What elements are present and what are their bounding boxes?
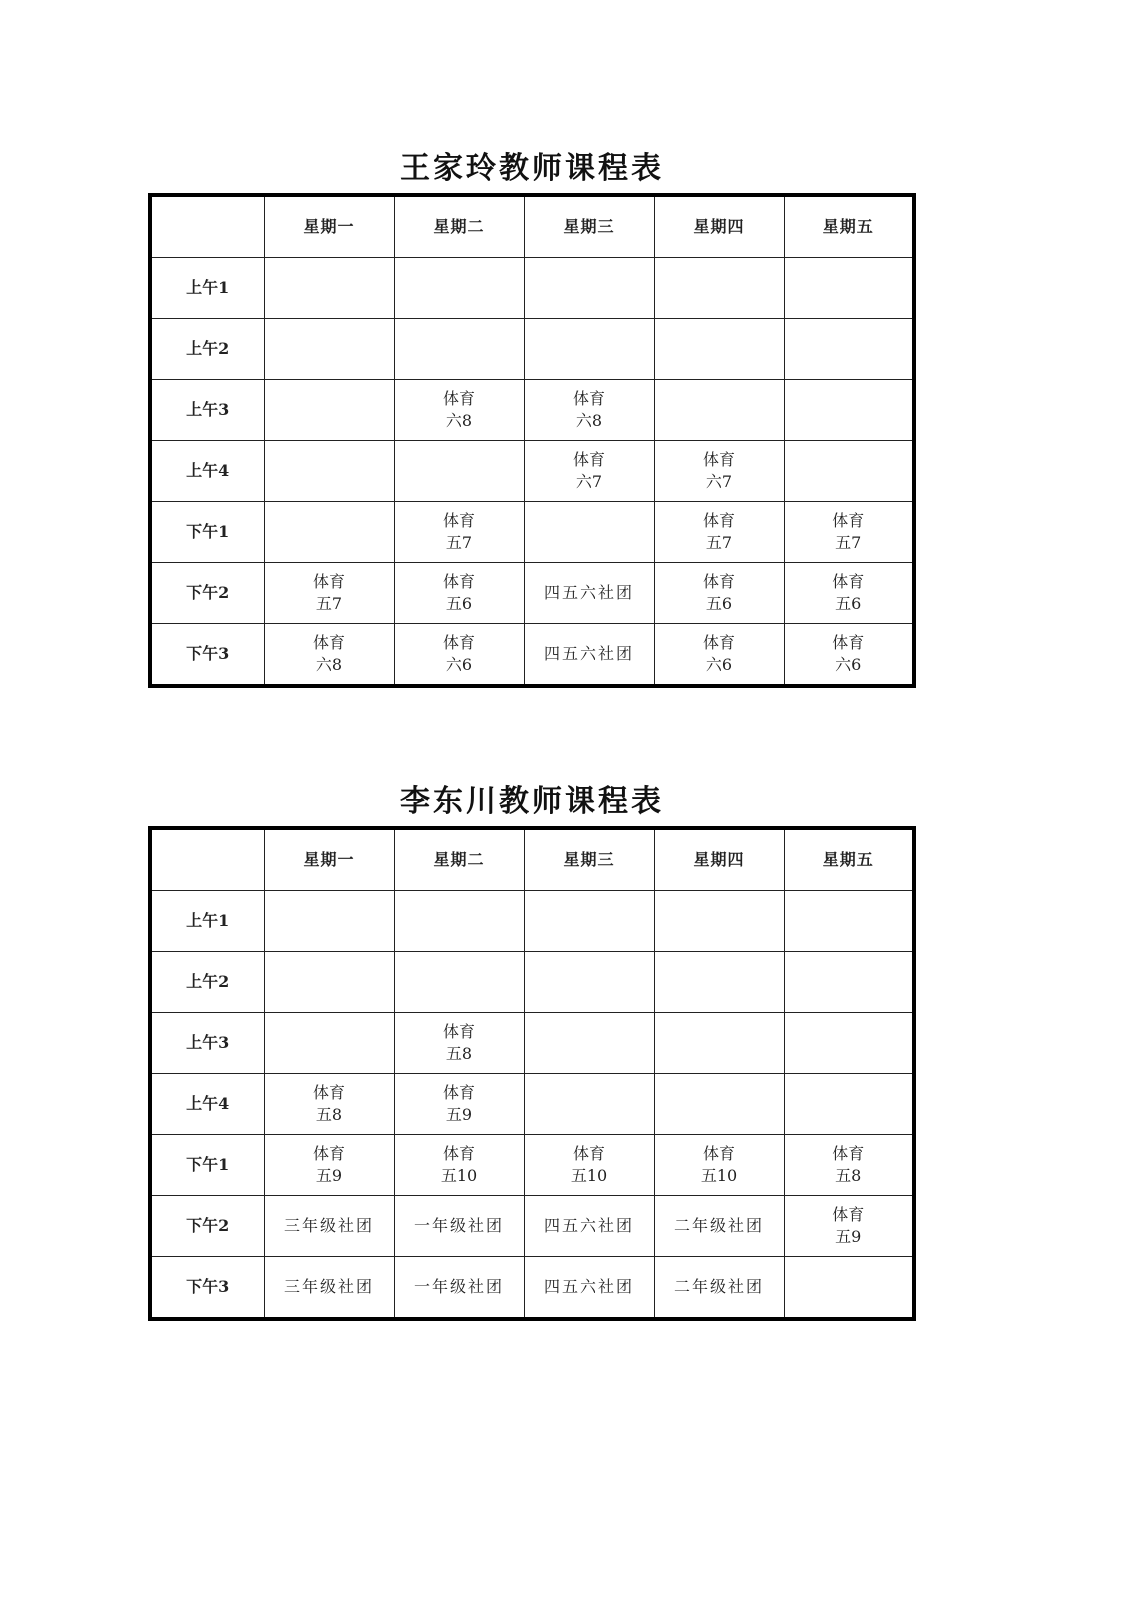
period-label: 下午2 [150, 1196, 264, 1257]
class-cell [394, 258, 524, 319]
class-cell [654, 891, 784, 952]
schedule-li-dongchuan [148, 778, 916, 1321]
subject-label: 体育 [312, 1144, 345, 1163]
class-cell [524, 624, 654, 687]
class-cell [784, 891, 914, 952]
class-cell [264, 1257, 394, 1320]
period-row [150, 952, 914, 1013]
day-header-fri: 星期五 [784, 195, 914, 258]
period-label: 上午1 [150, 891, 264, 952]
club-label: 二年级社团 [673, 1277, 764, 1296]
class-group-label: 五10 [570, 1166, 608, 1185]
class-cell [264, 1196, 394, 1257]
class-cell [784, 319, 914, 380]
class-group-label: 六6 [445, 655, 473, 674]
class-cell [654, 380, 784, 441]
subject-label: 体育 [442, 511, 475, 530]
class-cell [654, 1013, 784, 1074]
class-group-label: 五7 [445, 533, 473, 552]
class-cell [784, 1257, 914, 1320]
class-cell [264, 952, 394, 1013]
timetable-body [150, 891, 914, 1320]
day-header-wed: 星期三 [524, 828, 654, 891]
class-cell [264, 319, 394, 380]
class-cell [394, 891, 524, 952]
schedule-title: 王家玲教师课程表 [400, 151, 664, 186]
class-cell [264, 441, 394, 502]
period-label: 下午3 [150, 624, 264, 687]
class-cell [654, 1257, 784, 1320]
class-group-label: 五8 [835, 1166, 862, 1185]
class-group-label: 六7 [705, 472, 733, 491]
timetable [148, 193, 916, 688]
day-header-fri: 星期五 [784, 828, 914, 891]
timetable-body [150, 258, 914, 687]
period-row [150, 1074, 914, 1135]
period-label: 下午1 [150, 502, 264, 563]
class-cell [524, 258, 654, 319]
subject-label: 体育 [442, 1022, 475, 1041]
class-group-label: 五6 [835, 594, 862, 613]
class-cell [524, 1074, 654, 1135]
class-cell [394, 1135, 524, 1196]
period-row [150, 380, 914, 441]
period-label: 下午1 [150, 1135, 264, 1196]
corner-cell [150, 195, 264, 258]
class-group-label: 五7 [315, 594, 343, 613]
schedule-title: 李东川教师课程表 [400, 784, 664, 819]
subject-label: 体育 [832, 1205, 865, 1224]
period-label: 上午1 [150, 258, 264, 319]
class-cell [654, 952, 784, 1013]
period-label: 上午3 [150, 1013, 264, 1074]
class-group-label: 五6 [705, 594, 733, 613]
subject-label: 体育 [702, 633, 735, 652]
class-cell [654, 319, 784, 380]
class-cell [784, 1013, 914, 1074]
subject-label: 体育 [702, 1144, 735, 1163]
class-cell [264, 1074, 394, 1135]
class-cell [264, 563, 394, 624]
class-group-label: 六6 [705, 655, 733, 674]
subject-label: 体育 [702, 450, 735, 469]
schedule-wang-jialing [148, 145, 916, 688]
class-cell [784, 441, 914, 502]
class-cell [264, 1013, 394, 1074]
class-cell [264, 891, 394, 952]
day-header-mon: 星期一 [264, 195, 394, 258]
timetable [148, 826, 916, 1321]
class-cell [654, 624, 784, 687]
subject-label: 体育 [832, 511, 865, 530]
subject-label: 体育 [572, 450, 605, 469]
class-group-label: 五7 [705, 533, 733, 552]
period-row [150, 441, 914, 502]
class-cell [394, 319, 524, 380]
period-label: 上午4 [150, 441, 264, 502]
class-cell [654, 441, 784, 502]
header-row [150, 195, 914, 258]
period-label: 上午3 [150, 380, 264, 441]
club-label: 一年级社团 [413, 1216, 504, 1235]
day-header-wed: 星期三 [524, 195, 654, 258]
class-cell [654, 258, 784, 319]
class-cell [784, 563, 914, 624]
class-cell [394, 1074, 524, 1135]
class-cell [394, 1196, 524, 1257]
class-group-label: 五9 [835, 1227, 862, 1246]
subject-label: 体育 [702, 572, 735, 591]
period-label: 下午3 [150, 1257, 264, 1320]
class-cell [394, 624, 524, 687]
day-header-tue: 星期二 [394, 828, 524, 891]
class-group-label: 五6 [445, 594, 473, 613]
class-cell [524, 1135, 654, 1196]
class-cell [524, 891, 654, 952]
subject-label: 体育 [312, 572, 345, 591]
class-group-label: 五7 [835, 533, 862, 552]
period-row [150, 1257, 914, 1320]
class-cell [394, 502, 524, 563]
class-cell [784, 1135, 914, 1196]
period-row [150, 258, 914, 319]
period-row [150, 563, 914, 624]
class-cell [654, 563, 784, 624]
period-row [150, 502, 914, 563]
period-label: 上午4 [150, 1074, 264, 1135]
period-label: 上午2 [150, 319, 264, 380]
subject-label: 体育 [442, 1144, 475, 1163]
subject-label: 体育 [442, 633, 475, 652]
class-cell [524, 441, 654, 502]
class-cell [524, 319, 654, 380]
class-group-label: 五10 [440, 1166, 478, 1185]
class-cell [524, 380, 654, 441]
day-header-mon: 星期一 [264, 828, 394, 891]
class-cell [264, 1135, 394, 1196]
subject-label: 体育 [312, 1083, 345, 1102]
class-group-label: 五9 [315, 1166, 343, 1185]
class-cell [264, 258, 394, 319]
subject-label: 体育 [832, 572, 865, 591]
club-label: 三年级社团 [283, 1277, 374, 1296]
subject-label: 体育 [572, 1144, 605, 1163]
period-row [150, 624, 914, 687]
class-group-label: 六8 [575, 411, 603, 430]
class-cell [394, 1257, 524, 1320]
club-label: 一年级社团 [413, 1277, 504, 1296]
class-group-label: 六8 [315, 655, 343, 674]
class-cell [784, 502, 914, 563]
day-header-tue: 星期二 [394, 195, 524, 258]
class-cell [784, 258, 914, 319]
class-cell [264, 624, 394, 687]
class-cell [784, 1196, 914, 1257]
subject-label: 体育 [442, 572, 475, 591]
club-label: 四五六社团 [543, 1216, 634, 1235]
day-header-thu: 星期四 [654, 828, 784, 891]
class-group-label: 五8 [445, 1044, 473, 1063]
class-cell [654, 1135, 784, 1196]
subject-label: 体育 [442, 389, 475, 408]
class-cell [394, 1013, 524, 1074]
class-cell [524, 563, 654, 624]
period-row [150, 319, 914, 380]
club-label: 四五六社团 [543, 583, 634, 602]
class-cell [784, 1074, 914, 1135]
subject-label: 体育 [832, 1144, 865, 1163]
class-cell [394, 441, 524, 502]
class-cell [524, 952, 654, 1013]
class-cell [654, 1074, 784, 1135]
class-cell [784, 624, 914, 687]
class-cell [784, 380, 914, 441]
class-cell [394, 952, 524, 1013]
period-label: 上午2 [150, 952, 264, 1013]
period-row [150, 891, 914, 952]
period-row [150, 1013, 914, 1074]
club-label: 四五六社团 [543, 1277, 634, 1296]
header-row [150, 828, 914, 891]
club-label: 四五六社团 [543, 644, 634, 663]
class-cell [784, 952, 914, 1013]
class-cell [524, 502, 654, 563]
day-header-thu: 星期四 [654, 195, 784, 258]
club-label: 二年级社团 [673, 1216, 764, 1235]
class-group-label: 五8 [315, 1105, 343, 1124]
class-cell [264, 502, 394, 563]
class-cell [264, 380, 394, 441]
class-cell [524, 1013, 654, 1074]
class-cell [394, 380, 524, 441]
corner-cell [150, 828, 264, 891]
class-group-label: 五10 [700, 1166, 738, 1185]
class-group-label: 六7 [575, 472, 603, 491]
club-label: 三年级社团 [283, 1216, 374, 1235]
subject-label: 体育 [832, 633, 865, 652]
class-cell [654, 1196, 784, 1257]
class-group-label: 六8 [445, 411, 473, 430]
period-row [150, 1135, 914, 1196]
subject-label: 体育 [442, 1083, 475, 1102]
subject-label: 体育 [312, 633, 345, 652]
class-group-label: 六6 [835, 655, 862, 674]
class-cell [654, 502, 784, 563]
period-row [150, 1196, 914, 1257]
class-cell [394, 563, 524, 624]
class-cell [524, 1257, 654, 1320]
subject-label: 体育 [572, 389, 605, 408]
class-group-label: 五9 [445, 1105, 473, 1124]
subject-label: 体育 [702, 511, 735, 530]
class-cell [524, 1196, 654, 1257]
period-label: 下午2 [150, 563, 264, 624]
